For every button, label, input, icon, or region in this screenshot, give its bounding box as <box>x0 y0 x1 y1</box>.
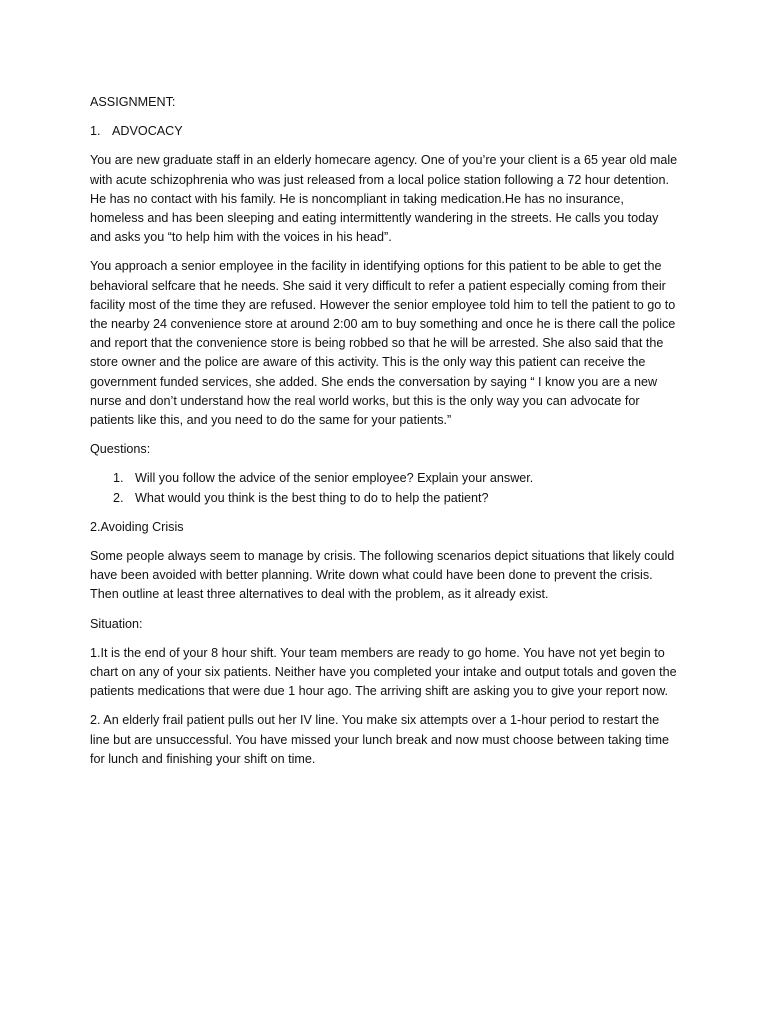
questions-list <box>90 469 680 507</box>
question-number: 1. <box>113 471 124 486</box>
question-text: Will you follow the advice of the senior employee? Explain your answer. <box>135 471 534 486</box>
advocacy-scenario-paragraph: You are new graduate staff in an elderly homecare agency. One of you’re your client is a 65 year old male with acute schizophrenia who was just released from a local police station following a 72 hour detention. He has no contact with his family. He is noncompliant in taking medication.He has no insurance, homeless and has been sleeping and eating intermittently wandering in the streets. He calls you today and asks you “to help him with the voices in his head”. <box>90 153 678 245</box>
section-number: 1. <box>90 124 101 139</box>
document-page <box>90 93 680 779</box>
avoiding-crisis-intro: Some people always seem to manage by crisis. The following scenarios depict situations that likely could have been avoided with better planning. Write down what could have been done to prevent the crisis. Then outline at least three alternatives to deal with the problem, as it already exist. <box>90 549 675 602</box>
list-item <box>90 469 680 488</box>
senior-employee-paragraph: You approach a senior employee in the facility in identifying options for this patient to be able to get the behavioral selfcare that he needs. She said it very difficult to refer a patient especially coming from their facility most of the time they are refused. However the senior employee told him to tell the patient to go to the nearby 24 convenience store at around 2:00 am to buy something and once he is there call the police and report that the convenience store is being robbed so that he will be arrested. She also said that the store owner and the police are aware of this activity. This is the only way this patient can receive the government funded services, she added. She ends the conversation by saying “ I know you are a new nurse and don’t understand how the real world works, but this is the only way you can advocate for patients like this, and you need to do the same for your patients.” <box>90 259 676 428</box>
situation-label: Situation: <box>90 616 143 631</box>
section-avoiding-crisis-heading: 2.Avoiding Crisis <box>90 519 184 534</box>
question-number: 2. <box>113 490 124 505</box>
situation-two-paragraph: 2. An elderly frail patient pulls out her IV line. You make six attempts over a 1-hour period to restart the line but are unsuccessful. You have missed your lunch break and now must choose between taking time for lunch and finishing your shift on time. <box>90 713 669 766</box>
situation-one-paragraph: 1.It is the end of your 8 hour shift. Your team members are ready to go home. You have not yet begin to chart on any of your six patients. Neither have you completed your intake and output totals and goven the patients medications that were due 1 hour ago. The arriving shift are asking you to give your report now. <box>90 645 677 699</box>
assignment-title: ASSIGNMENT: <box>90 95 176 109</box>
question-text: What would you think is the best thing to do to help the patient? <box>135 490 489 505</box>
questions-label: Questions: <box>90 442 151 457</box>
list-item <box>90 489 680 508</box>
section-advocacy-heading <box>90 122 680 141</box>
section-title: ADVOCACY <box>112 124 183 139</box>
